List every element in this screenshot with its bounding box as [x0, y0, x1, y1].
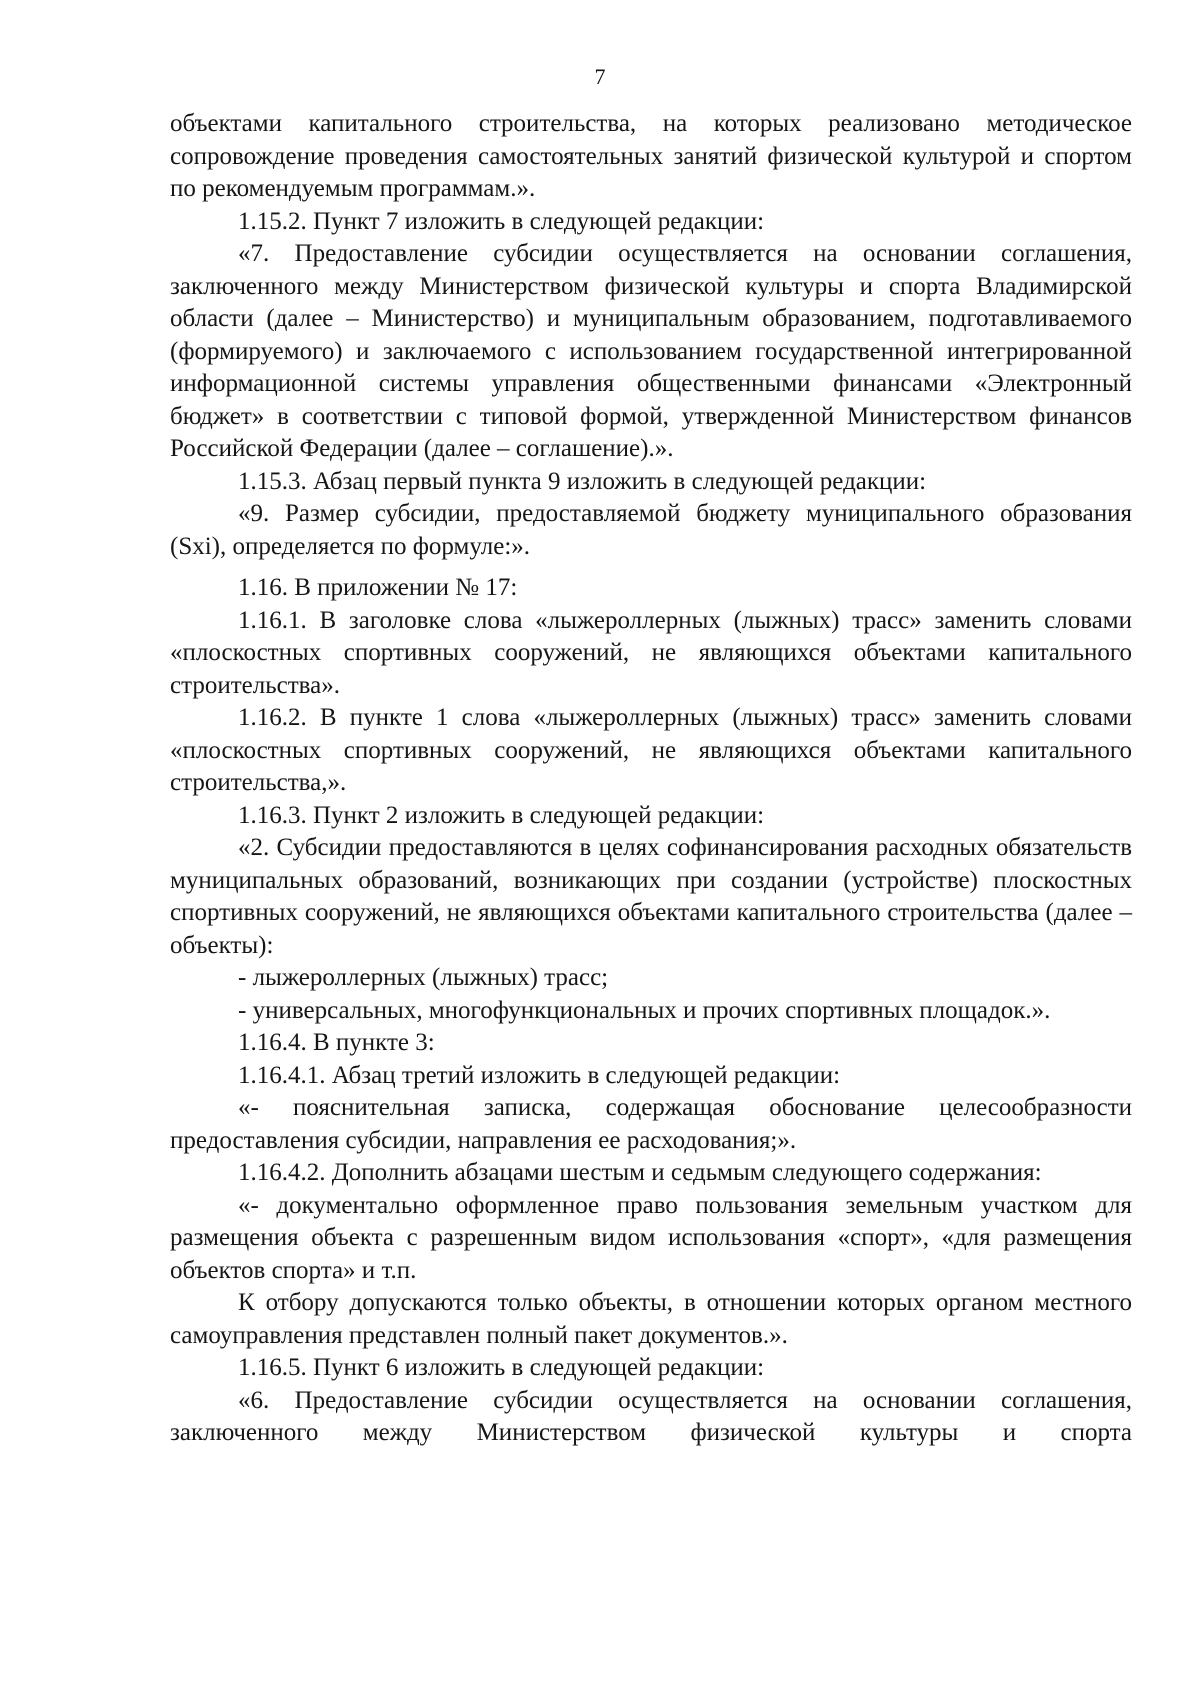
paragraph-1-16: 1.16. В приложении № 17:: [238, 574, 518, 601]
list-item-sports-grounds: - универсальных, многофункциональных и прочих спортивных площадок.».: [238, 996, 1051, 1024]
paragraph-1-16-5: 1.16.5. Пункт 6 изложить в следующей редакции:: [238, 1354, 765, 1381]
page-number: 7: [594, 64, 606, 89]
paragraph-1-16-4: 1.16.4. В пункте 3:: [238, 1029, 435, 1056]
paragraph-explanatory-note: «- пояснительная записка, содержащая обоснование целесообразности предоставления субсидии, направления ее расходования;».: [170, 1094, 1132, 1154]
paragraph-point-9: «9. Размер субсидии, предоставляемой бюджету муниципального образования (Sxi), определяется по формуле:».: [170, 500, 1132, 560]
document-body: [170, 108, 1132, 1450]
paragraph-1-15-3: 1.15.3. Абзац первый пункта 9 изложить в следующей редакции:: [238, 467, 927, 495]
paragraph-point-2: «2. Субсидии предоставляются в целях софинансирования расходных обязательств муниципальных образований, возникающих при создании (устройстве) плоскостных спортивных сооружений, не являющихся объектами капитального строительства (далее – объекты):: [170, 834, 1132, 959]
paragraph-1-16-4-2: 1.16.4.2. Дополнить абзацами шестым и седьмым следующего содержания:: [238, 1159, 1042, 1186]
list-item-ski-roller-tracks: - лыжероллерных (лыжных) трасс;: [238, 964, 609, 991]
paragraph-1-16-1: 1.16.1. В заголовке слова «лыжероллерных (лыжных) трасс» заменить словами «плоскостных спортивных сооружений, не являющихся объектами капитального строительства».: [170, 606, 1132, 699]
paragraph-1-16-2: 1.16.2. В пункте 1 слова «лыжероллерных (лыжных) трасс» заменить словами «плоскостных спортивных сооружений, не являющихся объектами капитального строительства,».: [170, 704, 1132, 796]
paragraph-point-7: «7. Предоставление субсидии осуществляется на основании соглашения, заключенного между Министерством физической культуры и спорта Владимирской области (далее – Министерство) и муниципальным образованием, подготавливаемого (формируемого) и заключаемого с использованием государственной интегрированной информационной системы управления общественными финансами «Электронный бюджет» в соответствии с типовой формой, утвержденной Министерством финансов Российской Федерации (далее – соглашение).».: [170, 240, 1132, 462]
paragraph-land-right: «- документально оформленное право пользования земельным участком для размещения объекта с разрешенным видом использования «спорт», «для размещения объектов спорта» и т.п.: [170, 1191, 1132, 1284]
paragraph-1-16-4-1: 1.16.4.1. Абзац третий изложить в следующей редакции:: [238, 1061, 841, 1089]
paragraph-point-6: «6. Предоставление субсидии осуществляется на основании соглашения, заключенного между Министерством физической культуры и спорта: [170, 1386, 1132, 1446]
paragraph-selection: К отбору допускаются только объекты, в отношении которых органом местного самоуправления представлен полный пакет документов.».: [170, 1289, 1132, 1349]
paragraph-1-15-2: 1.15.2. Пункт 7 изложить в следующей редакции:: [238, 207, 765, 235]
paragraph-continuation: объектами капитального строительства, на которых реализовано методическое сопровождение проведения самостоятельных занятий физической культурой и спортом по рекомендуемым программам.».: [170, 110, 1132, 202]
paragraph-1-16-3: 1.16.3. Пункт 2 изложить в следующей редакции:: [238, 801, 765, 829]
